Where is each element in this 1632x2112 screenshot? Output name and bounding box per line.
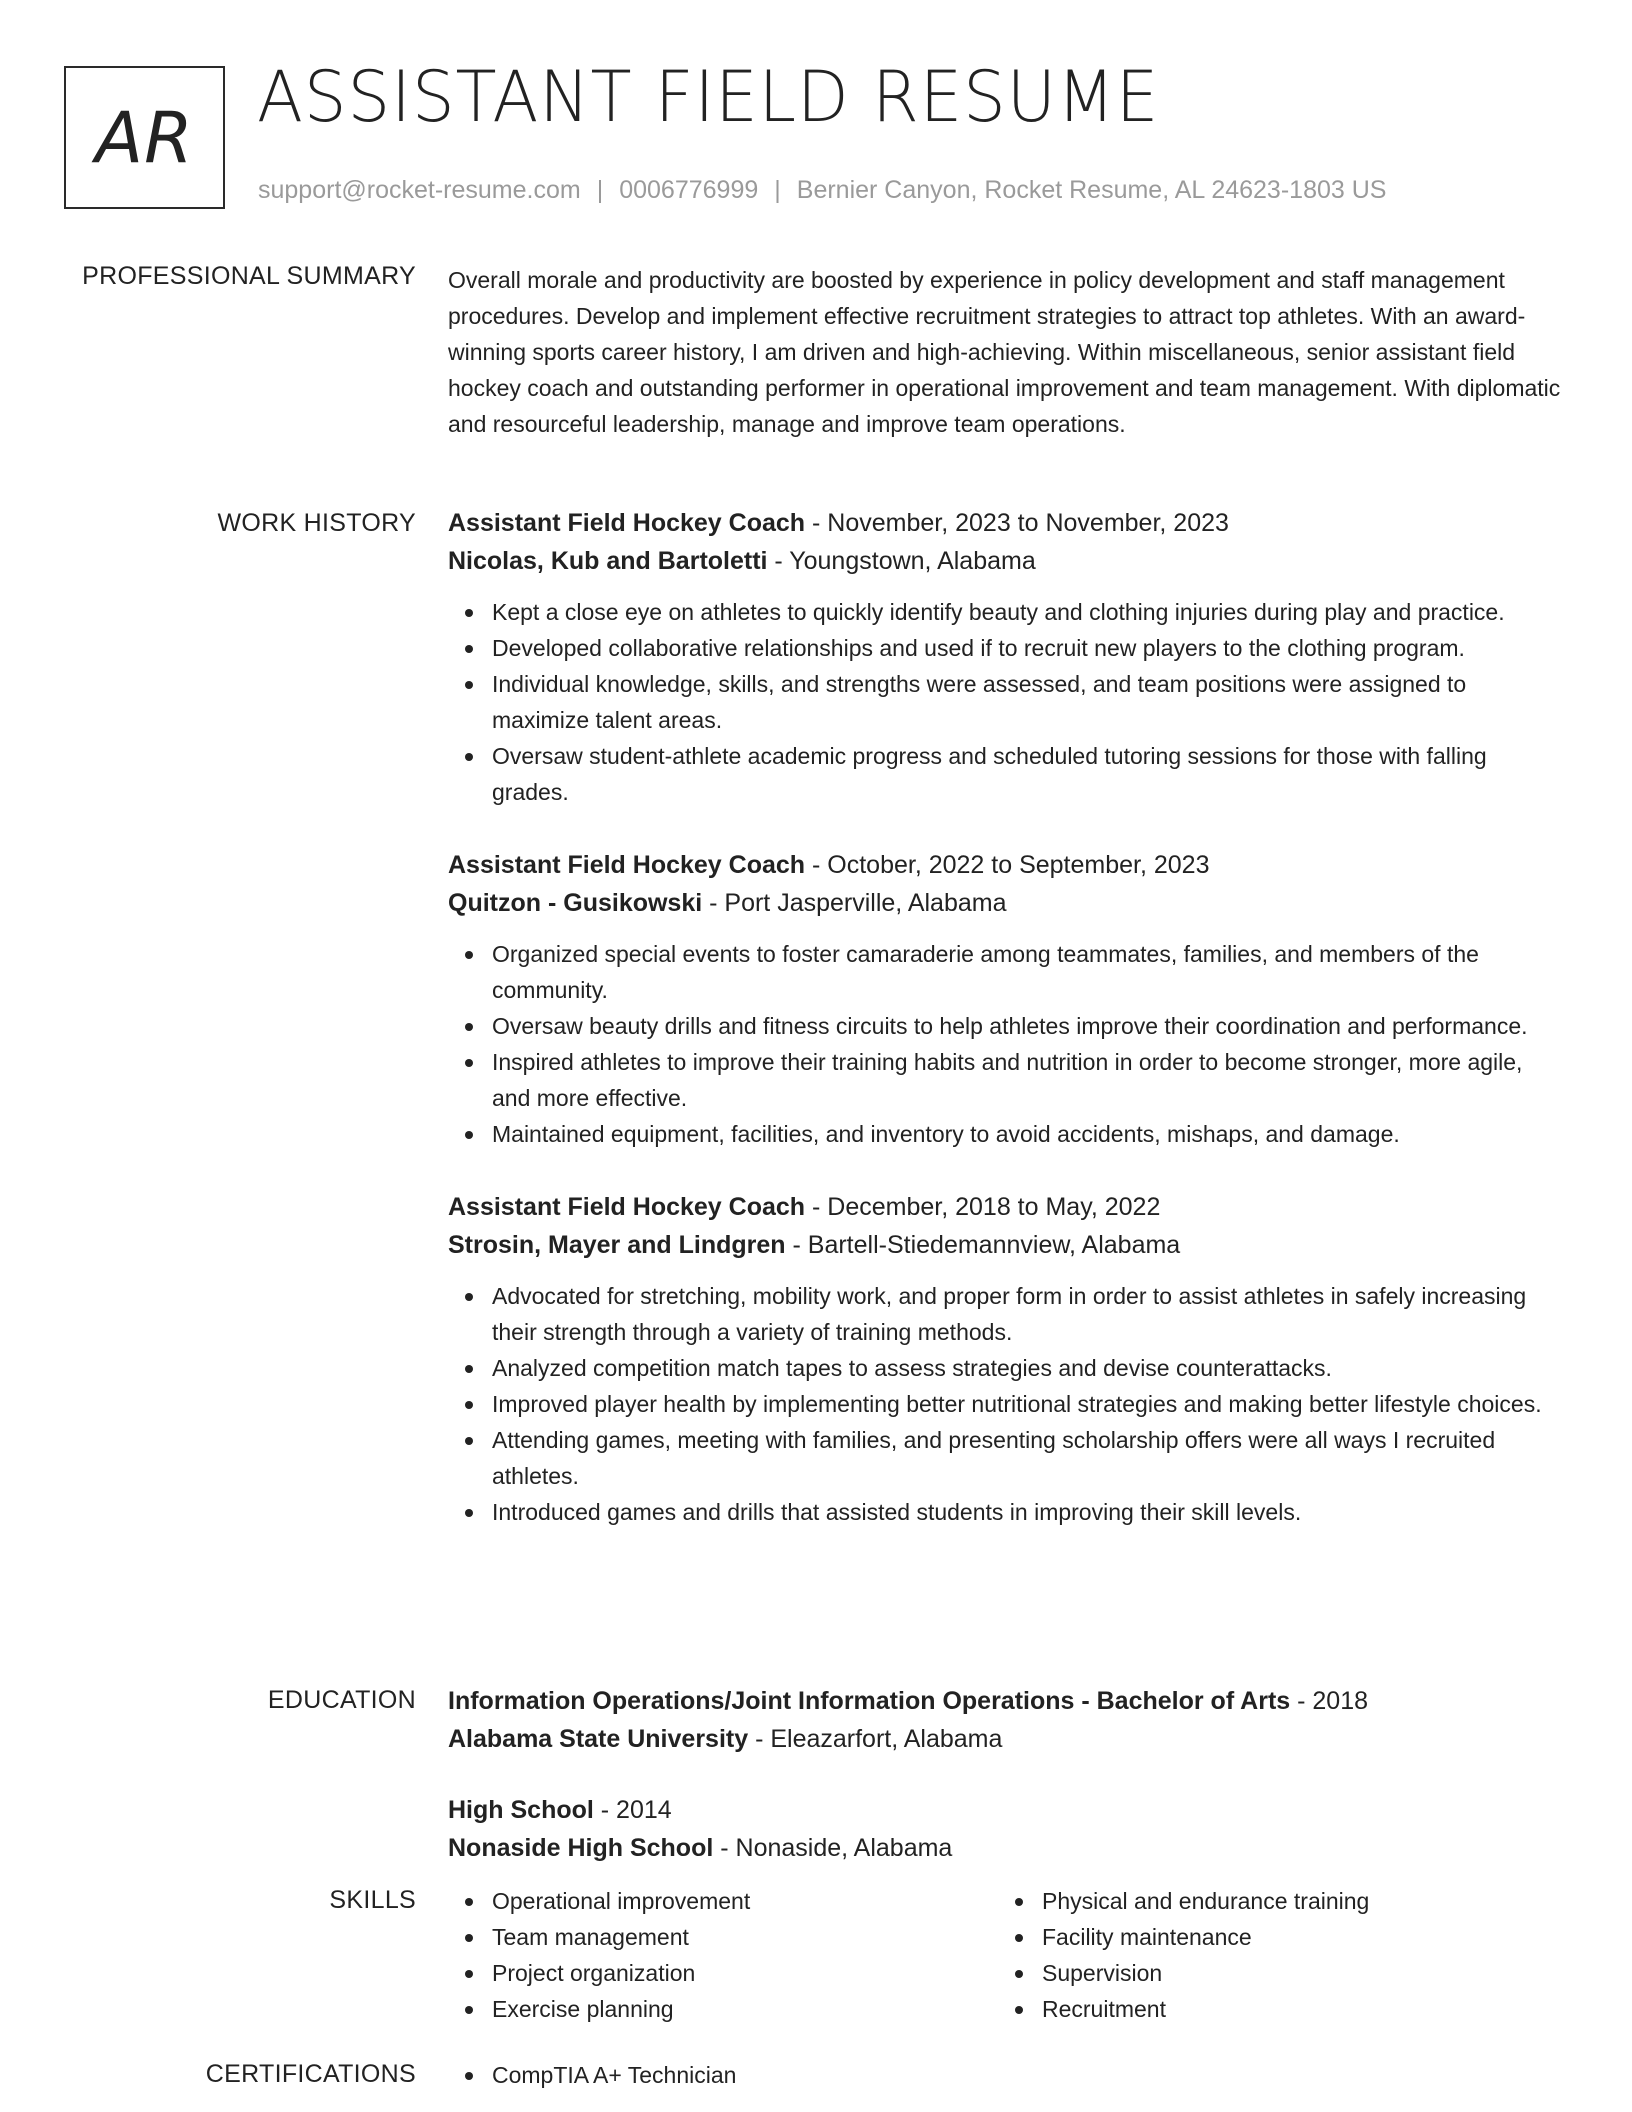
skills-grid xyxy=(448,1883,1564,2027)
list-item: Physical and endurance training xyxy=(998,1883,1548,1919)
list-item: Analyzed competition match tapes to assess strategies and devise counterattacks. xyxy=(448,1350,1564,1386)
job-dates: - November, 2023 to November, 2023 xyxy=(805,509,1229,537)
list-item: Supervision xyxy=(998,1955,1548,1991)
section-label: SKILLS xyxy=(329,1886,416,1914)
job-dates: - December, 2018 to May, 2022 xyxy=(805,1193,1161,1221)
job-bullets xyxy=(448,594,1564,810)
job-role xyxy=(448,1188,1564,1226)
job-company-line xyxy=(448,1226,1564,1264)
list-item: Organized special events to foster camaraderie among teammates, families, and members of the community. xyxy=(448,936,1564,1008)
list-item: Facility maintenance xyxy=(998,1919,1548,1955)
education-year: - 2014 xyxy=(593,1796,672,1824)
education-location: - Eleazarfort, Alabama xyxy=(748,1725,1003,1753)
job-company-line xyxy=(448,884,1564,922)
list-item: Developed collaborative relationships and used if to recruit new players to the clothing program. xyxy=(448,630,1564,666)
list-item: Introduced games and drills that assisted students in improving their skill levels. xyxy=(448,1494,1564,1530)
education-year: - 2018 xyxy=(1290,1687,1369,1715)
job-location: - Bartell-Stiedemannview, Alabama xyxy=(785,1231,1181,1259)
job-title: Assistant Field Hockey Coach xyxy=(448,1193,806,1221)
resume-title: ASSISTANT FIELD RESUME xyxy=(257,56,1160,138)
list-item: CompTIA A+ Technician xyxy=(448,2057,1564,2093)
education-entry xyxy=(448,1791,1564,1867)
contact-phone: 0006776999 xyxy=(619,176,759,204)
list-item: Exercise planning xyxy=(448,1991,998,2027)
section-label: PROFESSIONAL SUMMARY xyxy=(82,262,416,290)
job-company: Strosin, Mayer and Lindgren xyxy=(448,1231,786,1259)
job-entry xyxy=(448,1188,1564,1530)
list-item: Operational improvement xyxy=(448,1883,998,1919)
education-degree: Information Operations/Joint Information Operations - Bachelor of Arts xyxy=(448,1687,1291,1715)
contact-separator: | xyxy=(596,176,604,204)
list-item: Inspired athletes to improve their training habits and nutrition in order to become stronger, more agile, and more effective. xyxy=(448,1044,1564,1116)
education-degree: High School xyxy=(448,1796,594,1824)
job-title: Assistant Field Hockey Coach xyxy=(448,851,806,879)
contact-address: Bernier Canyon, Rocket Resume, AL 24623-1803 US xyxy=(796,176,1387,204)
list-item: Attending games, meeting with families, and presenting scholarship offers were all ways I recruited athletes. xyxy=(448,1422,1564,1494)
contact-email: support@rocket-resume.com xyxy=(258,176,581,204)
job-bullets xyxy=(448,1278,1564,1530)
job-title: Assistant Field Hockey Coach xyxy=(448,509,806,537)
certifications-list xyxy=(448,2057,1564,2093)
section-label: WORK HISTORY xyxy=(217,509,416,537)
list-item: Maintained equipment, facilities, and inventory to avoid accidents, mishaps, and damage. xyxy=(448,1116,1564,1152)
contact-separator: | xyxy=(774,176,781,204)
education-school: Alabama State University xyxy=(448,1725,749,1753)
job-location: - Port Jasperville, Alabama xyxy=(702,889,1007,917)
contact-line xyxy=(258,176,1386,205)
job-entry xyxy=(448,504,1564,810)
job-dates: - October, 2022 to September, 2023 xyxy=(805,851,1210,879)
list-item: Kept a close eye on athletes to quickly identify beauty and clothing injuries during play and practice. xyxy=(448,594,1564,630)
list-item: Improved player health by implementing better nutritional strategies and making better lifestyle choices. xyxy=(448,1386,1564,1422)
list-item: Advocated for stretching, mobility work, and proper form in order to assist athletes in safely increasing their strength through a variety of training methods. xyxy=(448,1278,1564,1350)
list-item: Recruitment xyxy=(998,1991,1548,2027)
job-role xyxy=(448,846,1564,884)
job-company: Quitzon - Gusikowski xyxy=(448,889,703,917)
list-item: Oversaw beauty drills and fitness circuits to help athletes improve their coordination and performance. xyxy=(448,1008,1564,1044)
job-company: Nicolas, Kub and Bartoletti xyxy=(448,547,768,575)
job-company-line xyxy=(448,542,1564,580)
list-item: Team management xyxy=(448,1919,998,1955)
education-entry xyxy=(448,1682,1564,1758)
summary-text: Overall morale and productivity are boosted by experience in policy development and staff management procedures. Develop and implement effective recruitment strategies to attract top athletes. With an award-winning sports career history, I am driven and high-achieving. Within miscellaneous, senior assistant field hockey coach and outstanding performer in operational improvement and team management. With diplomatic and resourceful leadership, manage and improve team operations. xyxy=(448,267,1561,437)
certifications-bullets xyxy=(448,2057,1564,2093)
section-label: CERTIFICATIONS xyxy=(205,2060,416,2088)
education-school: Nonaside High School xyxy=(448,1834,714,1862)
education-location: - Nonaside, Alabama xyxy=(713,1834,953,1862)
job-bullets xyxy=(448,936,1564,1152)
skills-column-left xyxy=(448,1883,998,2027)
list-item: Project organization xyxy=(448,1955,998,1991)
job-role xyxy=(448,504,1564,542)
work-history-list xyxy=(448,504,1564,1530)
skills-column-right xyxy=(998,1883,1548,2027)
list-item: Oversaw student-athlete academic progress and scheduled tutoring sessions for those with falling grades. xyxy=(448,738,1564,810)
section-label: EDUCATION xyxy=(267,1686,416,1714)
job-location: - Youngstown, Alabama xyxy=(767,547,1036,575)
monogram-initials: AR xyxy=(95,96,194,179)
list-item: Individual knowledge, skills, and strengths were assessed, and team positions were assigned to maximize talent areas. xyxy=(448,666,1564,738)
job-entry xyxy=(448,846,1564,1152)
monogram-logo xyxy=(64,66,225,209)
education-list xyxy=(448,1682,1564,1867)
